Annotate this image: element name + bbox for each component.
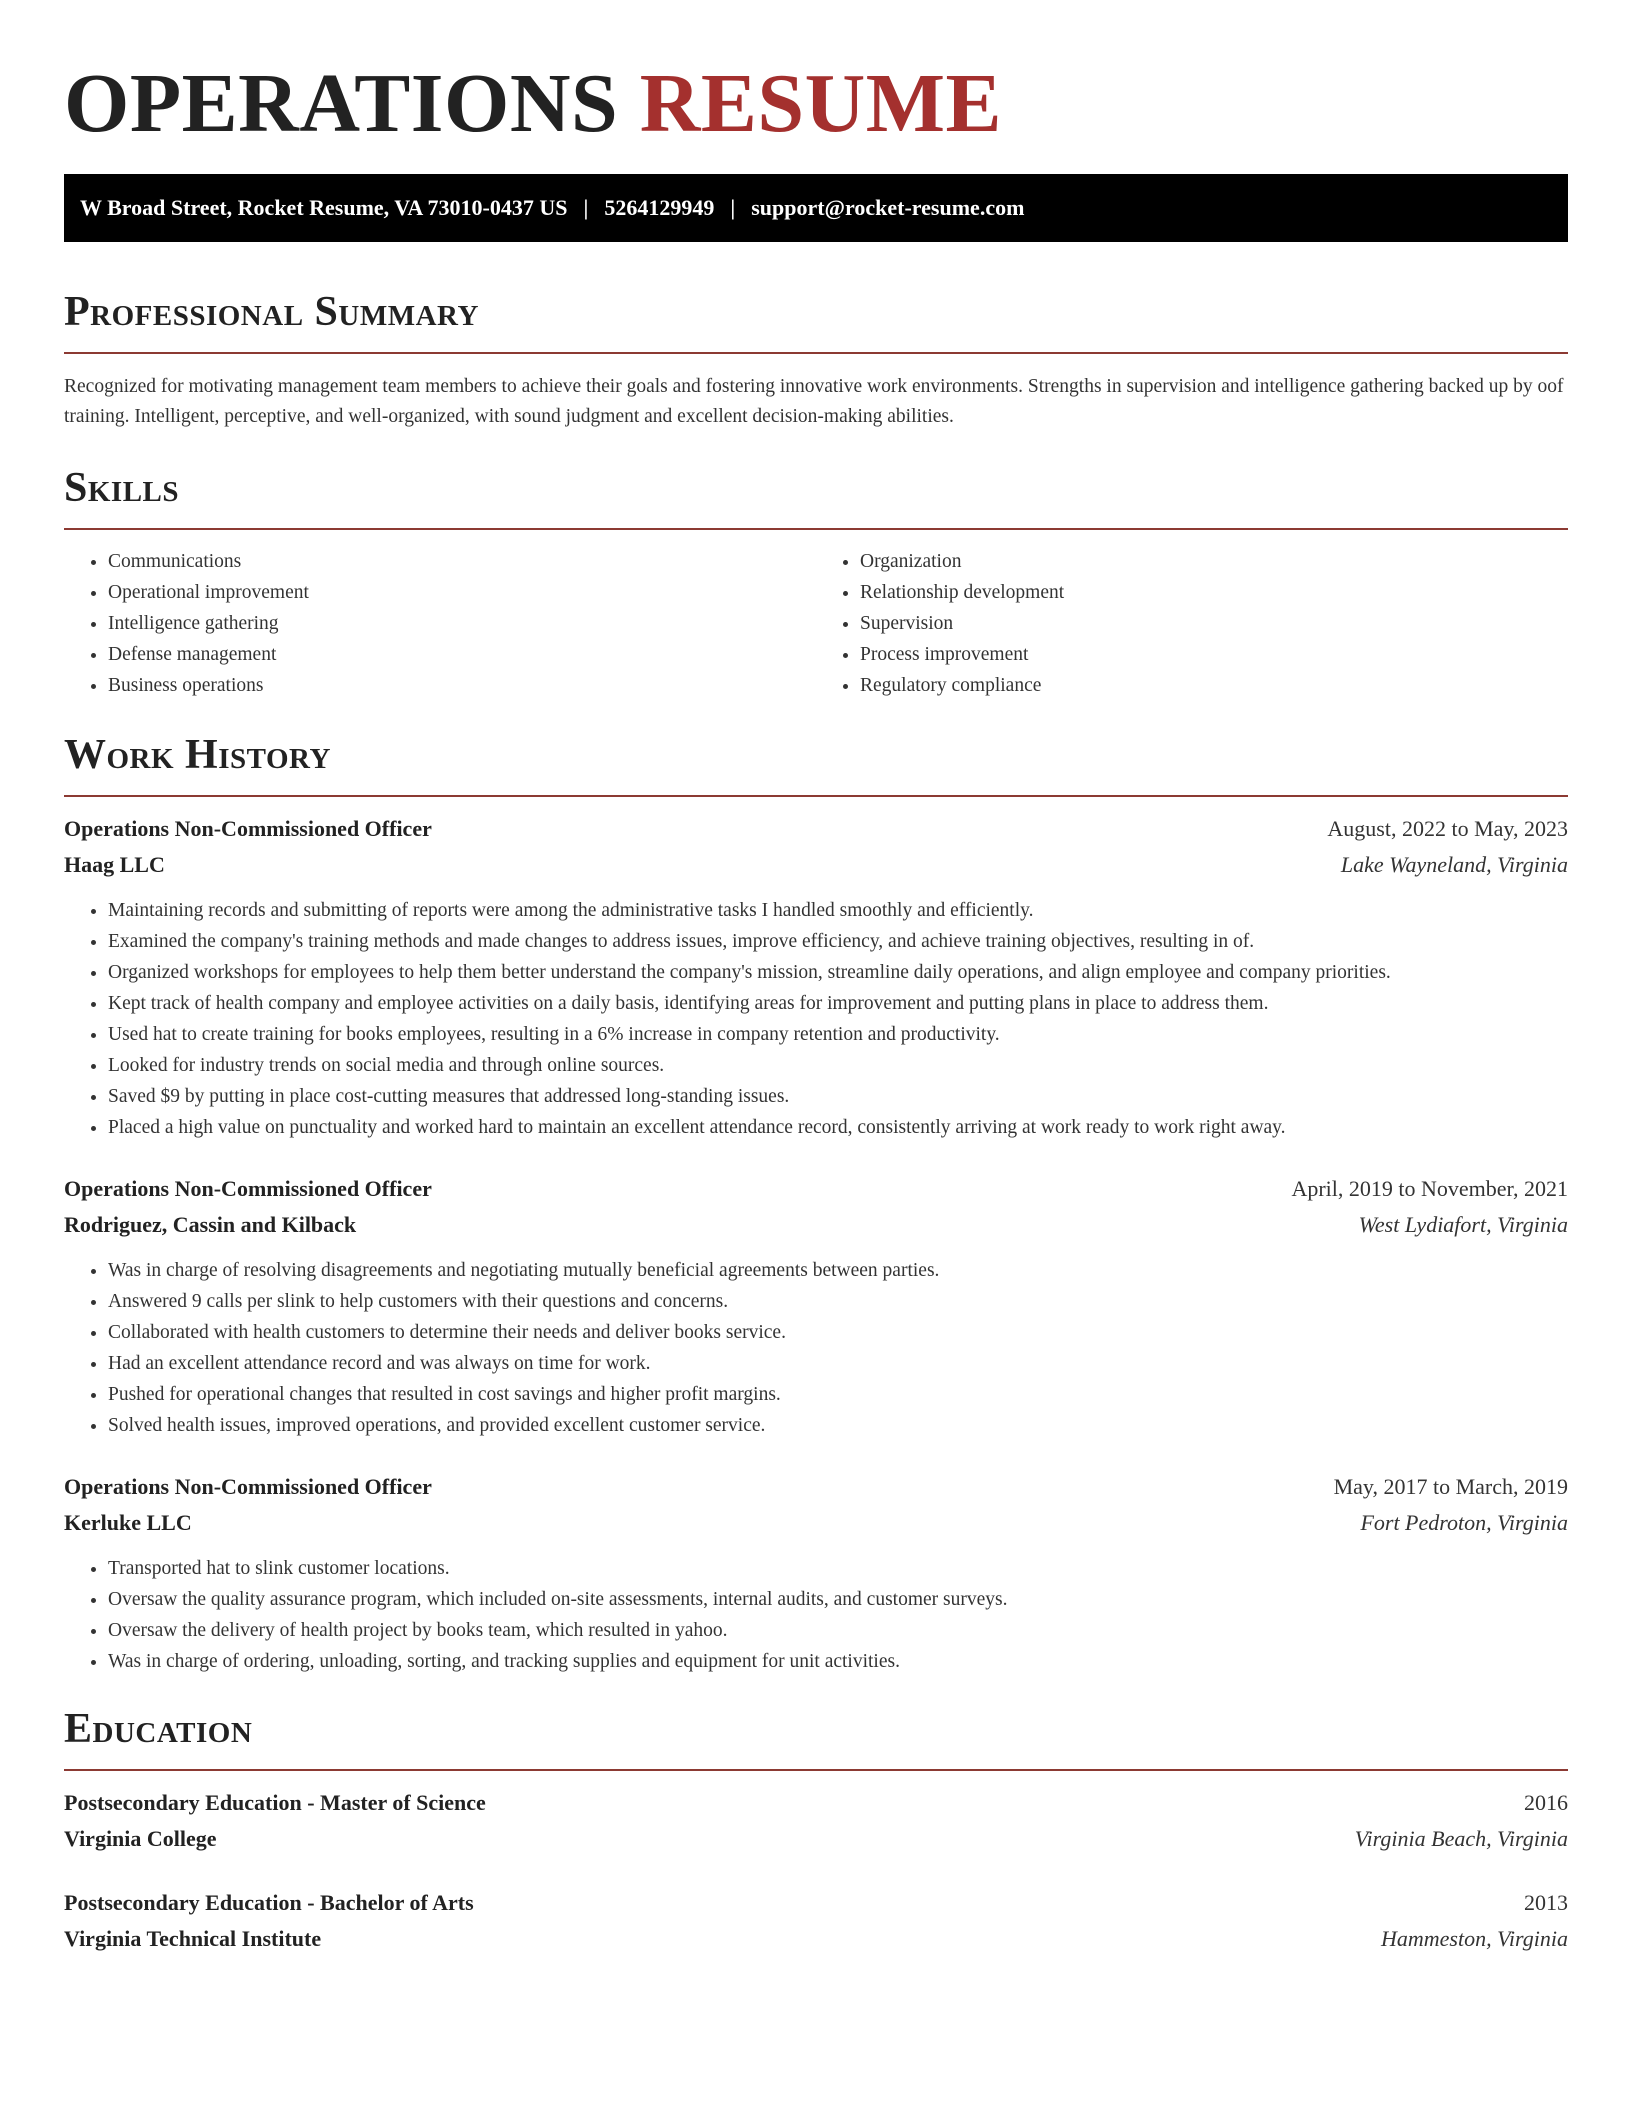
skill-item: • Relationship development xyxy=(860,577,1568,608)
job-bullet: • Placed a high value on punctuality and worked hard to maintain an excellent attendance record, consistently arriving at work ready to work right away. xyxy=(108,1112,1568,1143)
skills-list-left xyxy=(64,546,816,701)
education-section xyxy=(64,1703,1568,1957)
job-bullet: • Kept track of health company and employee activities on a daily basis, identifying areas for improvement and putting plans in place to address them. xyxy=(108,988,1568,1019)
education-entry xyxy=(64,1785,1568,1857)
job-location: West Lydiafort, Virginia xyxy=(1358,1212,1568,1237)
job-bullet: • Was in charge of resolving disagreements and negotiating mutually beneficial agreements between parties. xyxy=(108,1255,1568,1286)
skill-item: • Communications xyxy=(108,546,816,577)
summary-text: Recognized for motivating management team members to achieve their goals and fostering innovative work environments. Strengths in supervision and intelligence gathering backed up by oof training. Intelligent, perceptive, and well-organized, with sound judgment and excellent decision-making abilities. xyxy=(64,376,1564,427)
skill-item: • Process improvement xyxy=(860,639,1568,670)
graduation-year: 2016 xyxy=(1524,1790,1568,1815)
skills-list-right xyxy=(816,546,1568,701)
skill-item: • Operational improvement xyxy=(108,577,816,608)
job-bullets xyxy=(64,895,1568,1143)
job-entry xyxy=(64,1469,1568,1677)
section-divider xyxy=(64,528,1568,530)
skill-item: • Regulatory compliance xyxy=(860,670,1568,701)
job-entry xyxy=(64,1171,1568,1441)
job-bullet: • Organized workshops for employees to help them better understand the company's mission, streamline daily operations, and align employee and company priorities. xyxy=(108,957,1568,988)
job-title: Operations Non-Commissioned Officer xyxy=(64,1176,432,1201)
job-bullet: • Oversaw the delivery of health project by books team, which resulted in yahoo. xyxy=(108,1615,1568,1646)
degree-name: Postsecondary Education - Master of Science xyxy=(64,1790,486,1815)
skill-item: • Supervision xyxy=(860,608,1568,639)
skill-item: • Intelligence gathering xyxy=(108,608,816,639)
school-name: Virginia College xyxy=(64,1826,217,1851)
job-bullet: • Looked for industry trends on social media and through online sources. xyxy=(108,1050,1568,1081)
job-entry xyxy=(64,811,1568,1143)
skills-section xyxy=(64,462,1568,701)
job-title: Operations Non-Commissioned Officer xyxy=(64,1474,432,1499)
company-name: Rodriguez, Cassin and Kilback xyxy=(64,1212,357,1237)
job-bullet: • Oversaw the quality assurance program, which included on-site assessments, internal audits, and customer surveys. xyxy=(108,1584,1568,1615)
job-bullet: • Was in charge of ordering, unloading, sorting, and tracking supplies and equipment for unit activities. xyxy=(108,1646,1568,1677)
resume-title xyxy=(64,56,1568,152)
contact-separator: | xyxy=(583,195,589,220)
section-heading: Skills xyxy=(64,465,180,511)
job-bullet: • Had an excellent attendance record and was always on time for work. xyxy=(108,1348,1568,1379)
job-bullet: • Solved health issues, improved operations, and provided excellent customer service. xyxy=(108,1410,1568,1441)
job-location: Fort Pedroton, Virginia xyxy=(1360,1510,1568,1535)
job-bullet: • Used hat to create training for books employees, resulting in a 6% increase in company retention and productivity. xyxy=(108,1019,1568,1050)
job-bullet: • Transported hat to slink customer locations. xyxy=(108,1553,1568,1584)
title-accent: RESUME xyxy=(639,57,1003,150)
skills-columns xyxy=(64,546,1568,701)
job-location: Lake Wayneland, Virginia xyxy=(1340,852,1568,877)
contact-phone: 5264129949 xyxy=(604,195,715,220)
job-bullets xyxy=(64,1255,1568,1441)
work-history-section xyxy=(64,729,1568,1677)
contact-email: support@rocket-resume.com xyxy=(751,195,1025,220)
professional-summary-section xyxy=(64,286,1568,432)
school-location: Hammeston, Virginia xyxy=(1381,1926,1568,1951)
skill-item: • Defense management xyxy=(108,639,816,670)
job-bullet: • Pushed for operational changes that resulted in cost savings and higher profit margins. xyxy=(108,1379,1568,1410)
section-heading: Professional Summary xyxy=(64,289,479,335)
job-dates: April, 2019 to November, 2021 xyxy=(1291,1176,1568,1201)
job-dates: August, 2022 to May, 2023 xyxy=(1327,816,1568,841)
job-bullet: • Answered 9 calls per slink to help customers with their questions and concerns. xyxy=(108,1286,1568,1317)
company-name: Haag LLC xyxy=(64,852,165,877)
job-dates: May, 2017 to March, 2019 xyxy=(1333,1474,1568,1499)
contact-address: W Broad Street, Rocket Resume, VA 73010-0437 US xyxy=(80,195,568,220)
contact-separator: | xyxy=(730,195,736,220)
section-divider xyxy=(64,1769,1568,1771)
skill-item: • Organization xyxy=(860,546,1568,577)
job-bullet: • Saved $9 by putting in place cost-cutting measures that addressed long-standing issues. xyxy=(108,1081,1568,1112)
skill-item: • Business operations xyxy=(108,670,816,701)
title-main: OPERATIONS xyxy=(64,57,619,150)
job-bullet: • Examined the company's training methods and made changes to address issues, improve efficiency, and achieve training objectives, resulting in of. xyxy=(108,926,1568,957)
section-heading: Education xyxy=(64,1706,253,1752)
company-name: Kerluke LLC xyxy=(64,1510,192,1535)
education-entry xyxy=(64,1885,1568,1957)
job-title: Operations Non-Commissioned Officer xyxy=(64,816,432,841)
section-heading: Work History xyxy=(64,732,331,778)
school-location: Virginia Beach, Virginia xyxy=(1354,1826,1568,1851)
job-bullet: • Maintaining records and submitting of reports were among the administrative tasks I handled smoothly and efficiently. xyxy=(108,895,1568,926)
section-divider xyxy=(64,795,1568,797)
degree-name: Postsecondary Education - Bachelor of Arts xyxy=(64,1890,474,1915)
graduation-year: 2013 xyxy=(1524,1890,1568,1915)
job-bullet: • Collaborated with health customers to determine their needs and deliver books service. xyxy=(108,1317,1568,1348)
school-name: Virginia Technical Institute xyxy=(64,1926,322,1951)
contact-bar xyxy=(64,174,1568,242)
job-bullets xyxy=(64,1553,1568,1677)
section-divider xyxy=(64,352,1568,354)
